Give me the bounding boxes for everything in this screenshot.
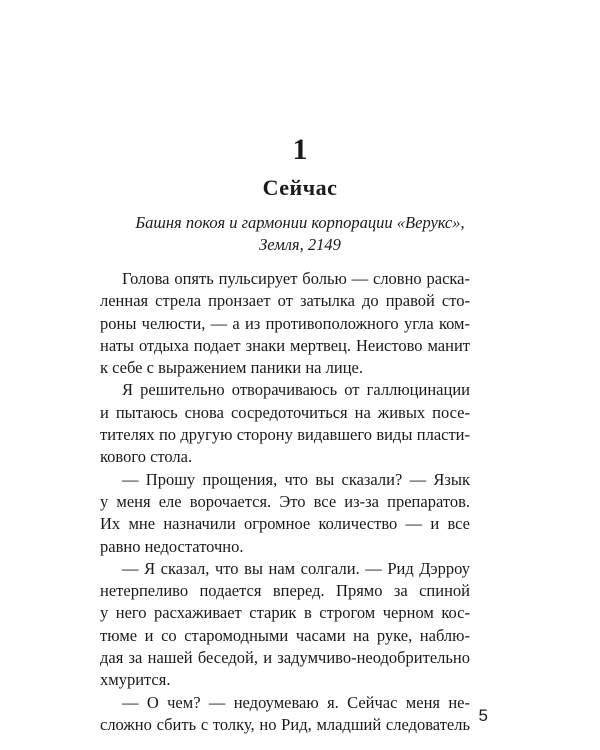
text-line: равно недостаточно.	[100, 536, 244, 556]
chapter-title: Сейчас	[262, 175, 338, 200]
text-line: Голова опять пульсирует болью — словно раска-	[122, 269, 470, 288]
text-line: роны челюсти, — а из противоположного угла ком-	[100, 313, 470, 333]
text-line: наты отдыха подает знаки мертвец. Неистово манит	[100, 335, 470, 355]
text-line: нетерпеливо подается вперед. Прямо за спиной	[100, 581, 470, 601]
text-line: у меня еле ворочается. Это все из-за препаратов.	[100, 491, 470, 511]
text-line: — Прошу прощения, что вы сказали? — Язык	[122, 469, 470, 489]
chapter-number: 1	[292, 133, 308, 166]
text-line: — Я сказал, что вы нам солгали. — Рид Дэрроу	[122, 558, 470, 578]
text-line: дая за нашей беседой, и задумчиво-неодобрительно	[100, 648, 470, 668]
text-line: хмурится.	[100, 670, 171, 690]
body-text	[100, 268, 470, 736]
text-line: сложно сбить с толку, но Рид, младший следователь	[100, 714, 470, 734]
text-line: тителях по другую сторону видавшего виды пласти-	[100, 425, 470, 445]
text-line: и пытаюсь снова сосредоточиться на живых посе-	[100, 402, 470, 422]
text-line: Их мне назначили огромное количество — и все	[100, 514, 470, 534]
epigraph-line: Земля, 2149	[259, 235, 341, 254]
text-line: к себе с выражением паники на лице.	[100, 358, 363, 378]
text-line: Я решительно отворачиваюсь от галлюцинации	[122, 380, 470, 400]
epigraph-line: Башня покоя и гармонии корпорации «Верукс»,	[135, 213, 465, 232]
page-number: 5	[478, 706, 488, 725]
epigraph	[0, 212, 600, 256]
text-line: кового стола.	[100, 447, 193, 467]
text-line: тюме и со старомодными часами на руке, наблю-	[100, 625, 470, 645]
text-line: у него расхаживает старик в строгом черном кос-	[100, 603, 470, 623]
text-line: ленная стрела пронзает от затылка до правой сто-	[100, 291, 470, 311]
text-line: — О чем? — недоумеваю я. Сейчас меня не-	[122, 692, 470, 712]
